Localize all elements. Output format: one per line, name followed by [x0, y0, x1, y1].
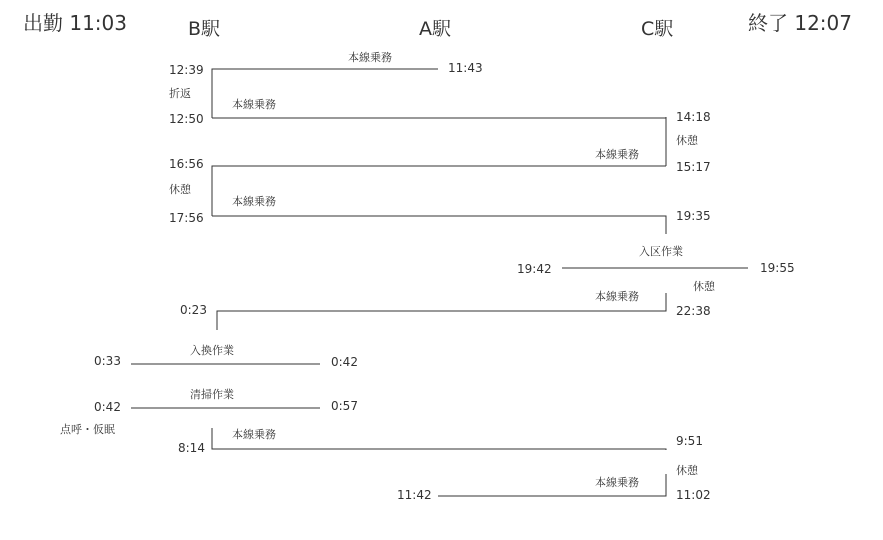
end-time: 終了 12:07 [748, 11, 852, 35]
time-label: 11:02 [676, 488, 711, 502]
time-label: 19:35 [676, 209, 711, 223]
activity-label: 本線乗務 [595, 290, 639, 303]
time-label: 12:39 [169, 63, 204, 77]
station-label-b: B駅 [188, 18, 221, 40]
time-label: 0:57 [331, 399, 358, 413]
note-label: 点呼・仮眠 [60, 423, 115, 436]
activity-label: 入換作業 [190, 344, 234, 357]
route-line [212, 428, 666, 450]
start-time: 出勤 11:03 [23, 11, 127, 35]
time-label: 9:51 [676, 434, 703, 448]
route-line [212, 166, 666, 216]
note-label: 休憩 [693, 280, 715, 293]
station-label-a: A駅 [419, 18, 451, 40]
activity-label: 本線乗務 [232, 195, 276, 208]
activity-label: 本線乗務 [595, 476, 639, 489]
time-label: 12:50 [169, 112, 204, 126]
time-label: 19:55 [760, 261, 795, 275]
station-label-c: C駅 [641, 18, 674, 40]
activity-label: 本線乗務 [595, 148, 639, 161]
time-label: 22:38 [676, 304, 711, 318]
time-label: 8:14 [178, 441, 205, 455]
time-label: 0:42 [331, 355, 358, 369]
time-label: 0:23 [180, 303, 207, 317]
time-label: 0:33 [94, 354, 121, 368]
activity-label: 清掃作業 [190, 388, 234, 401]
time-label: 0:42 [94, 400, 121, 414]
route-line [212, 216, 666, 234]
activity-label: 本線乗務 [232, 428, 276, 441]
activity-label: 入区作業 [639, 245, 683, 258]
time-label: 17:56 [169, 211, 204, 225]
activity-label: 本線乗務 [232, 98, 276, 111]
note-label: 休憩 [676, 464, 698, 477]
note-label: 折返 [169, 87, 191, 100]
note-label: 休憩 [676, 134, 698, 147]
time-label: 11:42 [397, 488, 432, 502]
time-label: 15:17 [676, 160, 711, 174]
time-label: 14:18 [676, 110, 711, 124]
activity-label: 本線乗務 [348, 51, 392, 64]
time-label: 16:56 [169, 157, 204, 171]
route-line [212, 117, 666, 118]
time-label: 11:43 [448, 61, 483, 75]
note-label: 休憩 [169, 183, 191, 196]
time-label: 19:42 [517, 262, 552, 276]
